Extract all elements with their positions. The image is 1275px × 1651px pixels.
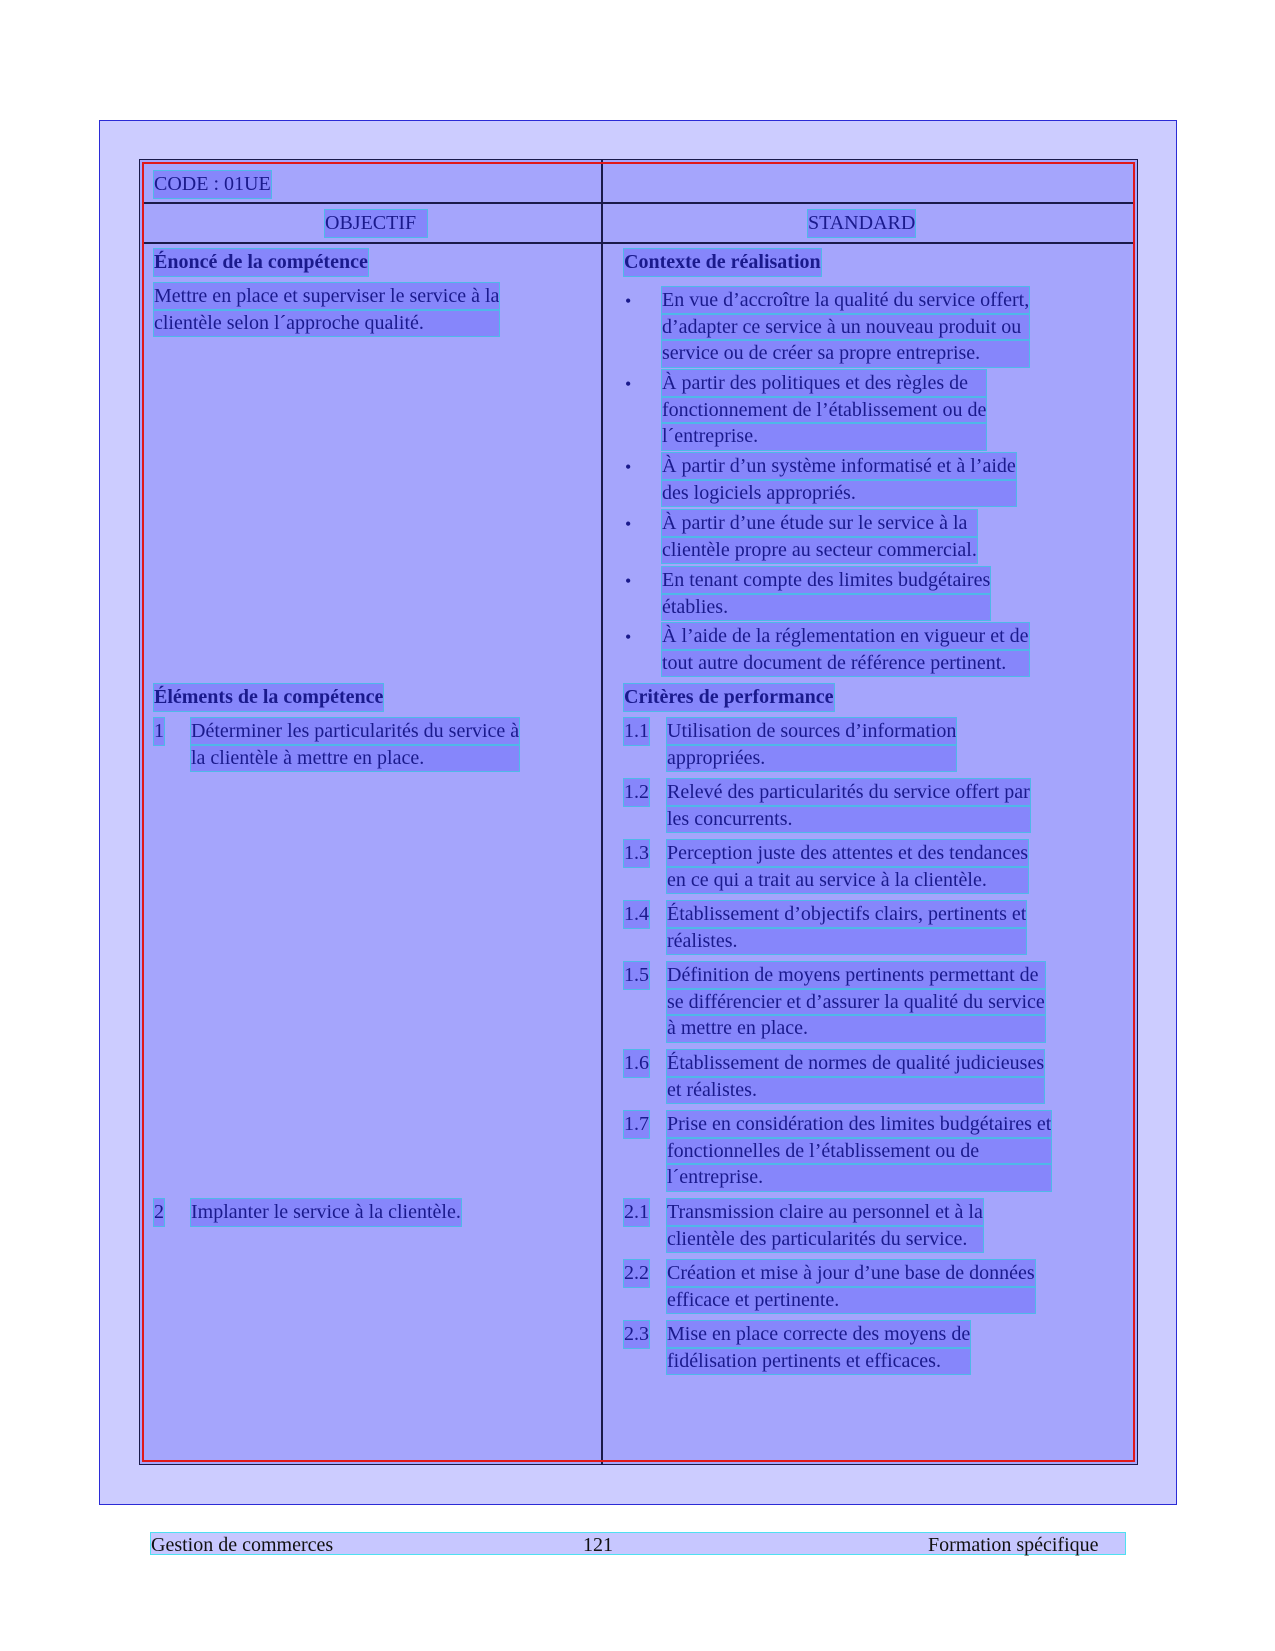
bullet-icon: •: [625, 571, 632, 591]
critere-line: l´entreprise.: [667, 1164, 1051, 1191]
critere-line: Utilisation de sources d’information: [667, 718, 956, 745]
element-line: Déterminer les particularités du service à: [191, 718, 519, 745]
bullet-icon: •: [625, 627, 632, 647]
critere-text: [667, 840, 1028, 893]
row-divider-code: [142, 202, 1135, 204]
code-label: CODE : 01UE: [154, 171, 271, 198]
critere-line: Relevé des particularités du service offert par: [667, 779, 1030, 806]
bullet-icon: •: [625, 291, 632, 311]
critere-line: efficace et pertinente.: [667, 1287, 1035, 1314]
critere-text: [667, 1321, 970, 1374]
critere-line: Établissement d’objectifs clairs, pertinents et: [667, 901, 1026, 928]
critere-line: se différencier et d’assurer la qualité du service: [667, 989, 1045, 1016]
contexte-line: À partir d’un système informatisé et à l’aide: [662, 453, 1016, 480]
contexte-item: [662, 623, 1029, 676]
critere-line: Prise en considération des limites budgétaires et: [667, 1111, 1051, 1138]
critere-line: réalistes.: [667, 928, 1026, 955]
element-line: la clientèle à mettre en place.: [191, 745, 519, 772]
critere-line: clientèle des particularités du service.: [667, 1226, 983, 1253]
contexte-line: service ou de créer sa propre entreprise.: [662, 340, 1029, 367]
critere-text: [667, 1111, 1051, 1191]
row-divider-header: [142, 242, 1135, 244]
footer-right: Formation spécifique: [928, 1534, 1099, 1556]
bullet-icon: •: [625, 514, 632, 534]
contexte-heading: Contexte de réalisation: [624, 249, 821, 276]
critere-number: 1.7: [624, 1111, 649, 1138]
elements-heading: Éléments de la compétence: [154, 684, 383, 711]
critere-number: 1.5: [624, 962, 649, 989]
critere-line: Création et mise à jour d’une base de données: [667, 1260, 1035, 1287]
element-text: [191, 1199, 461, 1226]
critere-number: 1.6: [624, 1050, 649, 1077]
enonce-text: [154, 283, 499, 336]
critere-text: [667, 901, 1026, 954]
critere-line: à mettre en place.: [667, 1015, 1045, 1042]
contexte-line: tout autre document de référence pertinent.: [662, 650, 1029, 677]
critere-line: Transmission claire au personnel et à la: [667, 1199, 983, 1226]
contexte-item: [662, 567, 990, 620]
bullet-icon: •: [625, 374, 632, 394]
critere-line: fidélisation pertinents et efficaces.: [667, 1348, 970, 1375]
contexte-item: [662, 370, 986, 450]
critere-text: [667, 779, 1030, 832]
contexte-line: À l’aide de la réglementation en vigueur et de: [662, 623, 1029, 650]
critere-line: appropriées.: [667, 745, 956, 772]
bullet-icon: •: [625, 457, 632, 477]
critere-number: 1.3: [624, 840, 649, 867]
critere-line: Mise en place correcte des moyens de: [667, 1321, 970, 1348]
contexte-line: des logiciels appropriés.: [662, 480, 1016, 507]
criteres-heading: Critères de performance: [624, 684, 834, 711]
page-number: 121: [583, 1534, 613, 1556]
critere-line: fonctionnelles de l’établissement ou de: [667, 1138, 1051, 1165]
critere-number: 1.2: [624, 779, 649, 806]
enonce-line: Mettre en place et superviser le service à la: [154, 283, 499, 310]
critere-number: 2.1: [624, 1199, 649, 1226]
critere-text: [667, 1050, 1044, 1103]
critere-line: Définition de moyens pertinents permettant de: [667, 962, 1045, 989]
footer-left: Gestion de commerces: [151, 1534, 334, 1556]
critere-number: 2.3: [624, 1321, 649, 1348]
contexte-item: [662, 287, 1029, 367]
contexte-line: clientèle propre au secteur commercial.: [662, 537, 977, 564]
critere-line: Établissement de normes de qualité judicieuses: [667, 1050, 1044, 1077]
contexte-line: En tenant compte des limites budgétaires: [662, 567, 990, 594]
contexte-item: [662, 510, 977, 563]
column-divider: [601, 159, 603, 1465]
critere-text: [667, 1199, 983, 1252]
contexte-line: En vue d’accroître la qualité du service offert,: [662, 287, 1029, 314]
contexte-line: fonctionnement de l’établissement ou de: [662, 397, 986, 424]
critere-line: Perception juste des attentes et des tendances: [667, 840, 1028, 867]
contexte-line: À partir d’une étude sur le service à la: [662, 510, 977, 537]
critere-text: [667, 1260, 1035, 1313]
standard-header: STANDARD: [808, 210, 915, 237]
critere-text: [667, 962, 1045, 1042]
contexte-line: d’adapter ce service à un nouveau produit ou: [662, 314, 1029, 341]
critere-line: et réalistes.: [667, 1077, 1044, 1104]
element-text: [191, 718, 519, 771]
critere-line: les concurrents.: [667, 806, 1030, 833]
critere-number: 2.2: [624, 1260, 649, 1287]
critere-number: 1.1: [624, 718, 649, 745]
critere-text: [667, 718, 956, 771]
critere-number: 1.4: [624, 901, 649, 928]
element-line: Implanter le service à la clientèle.: [191, 1199, 461, 1226]
objectif-header: OBJECTIF: [325, 210, 427, 237]
enonce-heading: Énoncé de la compétence: [154, 249, 368, 276]
contexte-line: l´entreprise.: [662, 423, 986, 450]
enonce-line: clientèle selon l´approche qualité.: [154, 310, 499, 337]
element-number: 1: [154, 718, 164, 745]
contexte-line: établies.: [662, 594, 990, 621]
element-number: 2: [154, 1199, 164, 1226]
critere-line: en ce qui a trait au service à la clientèle.: [667, 867, 1028, 894]
contexte-line: À partir des politiques et des règles de: [662, 370, 986, 397]
contexte-item: [662, 453, 1016, 506]
